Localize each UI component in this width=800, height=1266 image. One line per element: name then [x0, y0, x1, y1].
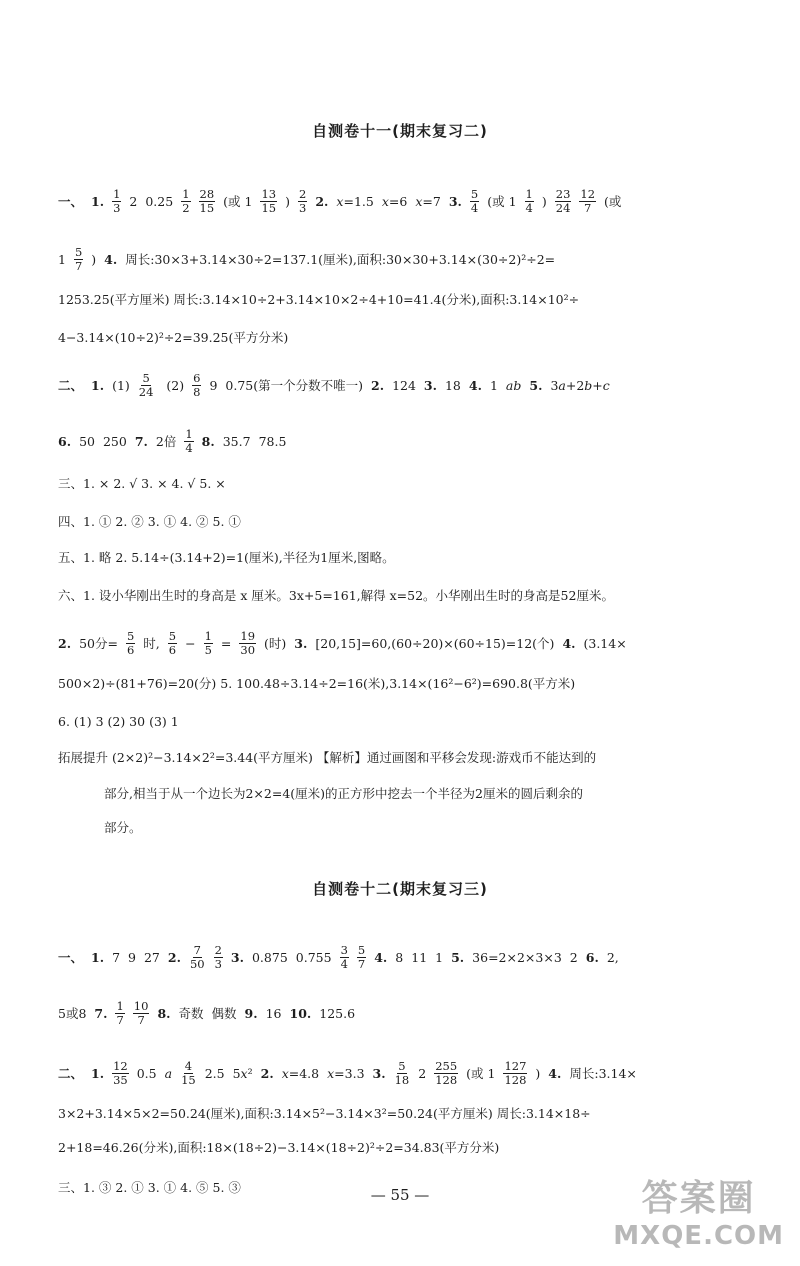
section-title-11: 自测卷十一(期末复习二)	[312, 122, 488, 140]
answer-line: 一、 1. $\frac{1}{3}$ 2 0.25 $\frac{1}{2}$ $\frac{28}{15}$ (或 1 $\frac{13}{15}$ ) $\frac{2}{3}$ 2. x=1.5 x=6 x=7 3. $\frac{5}{4}$ (或 1 $\frac{1}{4}$ ) $\frac{23}{24}$ $\frac{12}{7}$ (或	[58, 187, 622, 215]
answer-line: 四、1. ① 2. ② 3. ① 4. ② 5. ①	[58, 514, 241, 529]
answer-line: 二、 1. $\frac{12}{35}$ 0.5 a $\frac{4}{15}$ 2.5 5x² 2. x=4.8 x=3.3 3. $\frac{5}{18}$ 2 $\frac{255}{128}$ (或 1 $\frac{127}{128}$ ) 4. 周长:3.14×	[58, 1059, 637, 1087]
answer-line: 2+18=46.26(分米),面积:18×(18÷2)−3.14×(18÷2)²÷2=34.83(平方分米)	[58, 1140, 500, 1155]
answer-line: 5或8 7. $\frac{1}{7}$ $\frac{10}{7}$ 8. 奇数 偶数 9. 16 10. 125.6	[58, 999, 356, 1027]
answer-line: 1253.25(平方厘米) 周长:3.14×10÷2+3.14×10×2÷4+10=41.4(分米),面积:3.14×10²÷	[58, 292, 580, 307]
answer-line: 三、1. × 2. √ 3. × 4. √ 5. ×	[58, 476, 226, 491]
answer-line: 4−3.14×(10÷2)²÷2=39.25(平方分米)	[58, 330, 289, 345]
answer-line: 1 $\frac{5}{7}$ ) 4. 周长:30×3+3.14×30÷2=137.1(厘米),面积:30×30+3.14×(30÷2)²÷2=	[58, 245, 556, 273]
answer-line: 三、1. ③ 2. ① 3. ① 4. ⑤ 5. ③	[58, 1180, 241, 1195]
answer-line: 6. (1) 3 (2) 30 (3) 1	[58, 714, 179, 729]
answer-line: 6. 50 250 7. 2倍 $\frac{1}{4}$ 8. 35.7 78.5	[58, 427, 287, 455]
answer-line: 3×2+3.14×5×2=50.24(厘米),面积:3.14×5²−3.14×3²=50.24(平方厘米) 周长:3.14×18÷	[58, 1106, 591, 1121]
section-title-12: 自测卷十二(期末复习三)	[312, 880, 488, 898]
watermark-logo: 答案圈 MXQE.COM	[613, 1178, 784, 1251]
answer-line: 拓展提升 (2×2)²−3.14×2²=3.44(平方厘米) 【解析】通过画图和平移会发现:游戏币不能达到的	[58, 750, 597, 765]
answer-line: 二、 1. (1) $\frac{5}{24}$ (2) $\frac{6}{8}$ 9 0.75(第一个分数不唯一) 2. 124 3. 18 4. 1 ab 5. 3a+2b+c	[58, 371, 610, 399]
answer-line: 部分,相当于从一个边长为2×2=4(厘米)的正方形中挖去一个半径为2厘米的圆后剩余的	[104, 786, 583, 801]
page-number: — 55 —	[370, 1186, 430, 1204]
answer-line: 500×2)÷(81+76)=20(分) 5. 100.48÷3.14÷2=16(米),3.14×(16²−6²)=690.8(平方米)	[58, 676, 576, 691]
answer-line: 一、 1. 7 9 27 2. $\frac{7}{50}$ $\frac{2}{3}$ 3. 0.875 0.755 $\frac{3}{4}$ $\frac{5}{7}$ 4. 8 11 1 5. 36=2×2×3×3 2 6. 2,	[58, 943, 619, 971]
answer-line: 六、1. 设小华刚出生时的身高是 x 厘米。3x+5=161,解得 x=52。小华刚出生时的身高是52厘米。	[58, 588, 614, 603]
answer-line: 五、1. 略 2. 5.14÷(3.14+2)=1(厘米),半径为1厘米,图略。	[58, 550, 395, 565]
answer-line: 2. 50分= $\frac{5}{6}$ 时, $\frac{5}{6}$ − $\frac{1}{5}$ = $\frac{19}{30}$ (时) 3. [20,15]=60,(60÷20)×(60÷15)=12(个) 4. (3.14×	[58, 629, 627, 657]
answer-line: 部分。	[104, 820, 142, 835]
